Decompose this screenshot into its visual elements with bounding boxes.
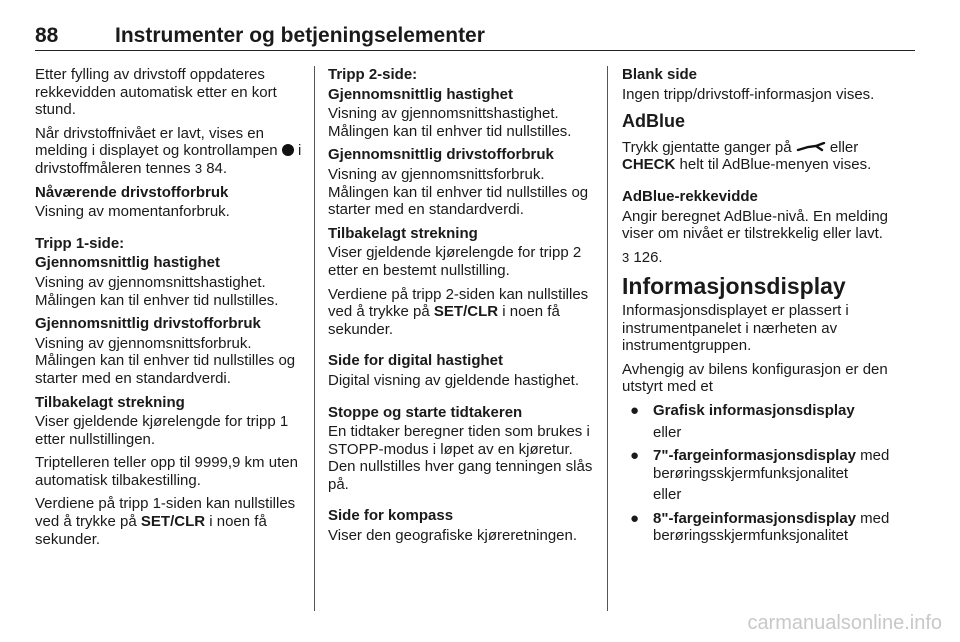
- section-heading: Stoppe og starte tidtakeren: [328, 403, 523, 421]
- key-label: SET/CLR: [140, 513, 206, 531]
- column-2: [328, 66, 604, 551]
- section-heading: Tripp 2-side:: [328, 66, 418, 83]
- section-heading: Gjennomsnittlig drivstofforbruk: [328, 146, 554, 164]
- paragraph: Visning av gjennomsnittsforbruk. Målingen kan til enhver tid nullstilles og starter med en standardverdi.: [328, 165, 589, 219]
- paragraph: Viser den geografiske kjøreretningen.: [328, 527, 578, 545]
- paragraph: Visning av momentanforbruk.: [35, 203, 230, 221]
- page-header: [35, 14, 915, 51]
- page-reference-link[interactable]: 84.: [206, 159, 228, 177]
- paragraph: Visning av gjennomsnittsforbruk. Målingen kan til enhver tid nullstilles og starter med en standardverdi.: [35, 334, 296, 387]
- list-item: ● 7"-fargeinformasjonsdisplay med berøringsskjermfunksjonalitet: [630, 447, 890, 482]
- paragraph: Ingen tripp/drivstoff-informasjon vises.: [622, 85, 875, 103]
- paragraph: Verdiene på tripp 1-siden kan nullstilles ved å trykke på SET/CLR i noen få sekunder.: [35, 495, 296, 548]
- paragraph: Informasjonsdisplayet er plassert i instrumentpanelet i nærheten av instrumentgruppen.: [622, 301, 849, 355]
- paragraph: Digital visning av gjeldende hastighet.: [328, 371, 579, 389]
- list-separator: eller: [653, 486, 682, 504]
- section-heading: Nåværende drivstofforbruk: [35, 183, 229, 201]
- paragraph: Visning av gjennomsnittshastighet. Målingen kan til enhver tid nullstilles.: [328, 105, 572, 140]
- paragraph: Når drivstoffnivået er lavt, vises en melding i displayet og kontrollampen i drivstoffmåleren tennes 3 84.: [35, 124, 302, 177]
- page-reference-icon: 3: [622, 249, 630, 265]
- section-heading: Blank side: [622, 66, 698, 83]
- paragraph: Triptelleren teller opp til 9999,9 km uten automatisk tilbakestilling.: [35, 454, 298, 489]
- steering-wheel-button-icon: [796, 142, 826, 152]
- list-separator: eller: [653, 423, 682, 441]
- warning-lamp-icon: [282, 144, 294, 156]
- bullet-icon: ●: [630, 447, 640, 465]
- section-heading: Side for digital hastighet: [328, 352, 504, 370]
- section-heading: Gjennomsnittlig hastighet: [35, 254, 221, 272]
- section-heading: Tripp 1-side:: [35, 234, 125, 252]
- paragraph: Avhengig av bilens konfigurasjon er den utstyrt med et: [622, 360, 888, 396]
- section-heading: Gjennomsnittlig drivstofforbruk: [35, 315, 261, 333]
- section-heading: Tilbakelagt strekning: [328, 224, 478, 242]
- watermark: carmanualsonline.info: [747, 612, 942, 634]
- section-heading: Tilbakelagt strekning: [35, 393, 185, 411]
- paragraph: Viser gjeldende kjørelengde for tripp 1 etter nullstillingen.: [35, 413, 289, 448]
- page-number: 88: [35, 24, 59, 47]
- subsection-title: AdBlue: [622, 111, 685, 132]
- page-title: Instrumenter og betjeningselementer: [115, 24, 485, 47]
- list-item: ● Grafisk informasjonsdisplay: [630, 401, 855, 419]
- bullet-icon: ●: [630, 509, 640, 527]
- section-heading: Side for kompass: [328, 507, 454, 525]
- column-divider: [607, 66, 608, 611]
- section-heading: Gjennomsnittlig hastighet: [328, 85, 514, 103]
- paragraph: Visning av gjennomsnittshastighet. Målingen kan til enhver tid nullstilles.: [35, 273, 279, 309]
- column-divider: [314, 66, 315, 611]
- paragraph: [622, 249, 912, 267]
- page-reference-link[interactable]: 126.: [633, 248, 663, 266]
- list-item: ● 8"-fargeinformasjonsdisplay med berøringsskjermfunksjonalitet: [630, 509, 890, 545]
- paragraph: Etter fylling av drivstoff oppdateres rekkevidden automatisk etter en kort stund.: [35, 66, 277, 119]
- paragraph: Viser gjeldende kjørelengde for tripp 2 etter en bestemt nullstilling.: [328, 244, 582, 279]
- bullet-icon: ●: [630, 401, 640, 419]
- section-heading: AdBlue-rekkevidde: [622, 187, 758, 205]
- paragraph: Angir beregnet AdBlue-nivå. En melding viser om nivået er tilstrekkelig eller lavt.: [622, 207, 889, 243]
- paragraph: Verdiene på tripp 2-siden kan nullstilles ved å trykke på SET/CLR i noen få sekunder.: [328, 285, 589, 338]
- column-1: [35, 66, 305, 554]
- key-label: SET/CLR: [433, 303, 499, 321]
- paragraph: Trykk gjentatte ganger på eller CHECK helt til AdBlue-menyen vises.: [622, 138, 872, 174]
- column-3: [622, 66, 912, 549]
- section-title: Informasjonsdisplay: [622, 273, 846, 300]
- paragraph: En tidtaker beregner tiden som brukes i STOPP-modus i løpet av en kjøretur. Den nullstilles hver gang tenningen slås på.: [328, 423, 593, 493]
- page-reference-icon: 3: [194, 160, 203, 176]
- key-label: CHECK: [622, 156, 676, 174]
